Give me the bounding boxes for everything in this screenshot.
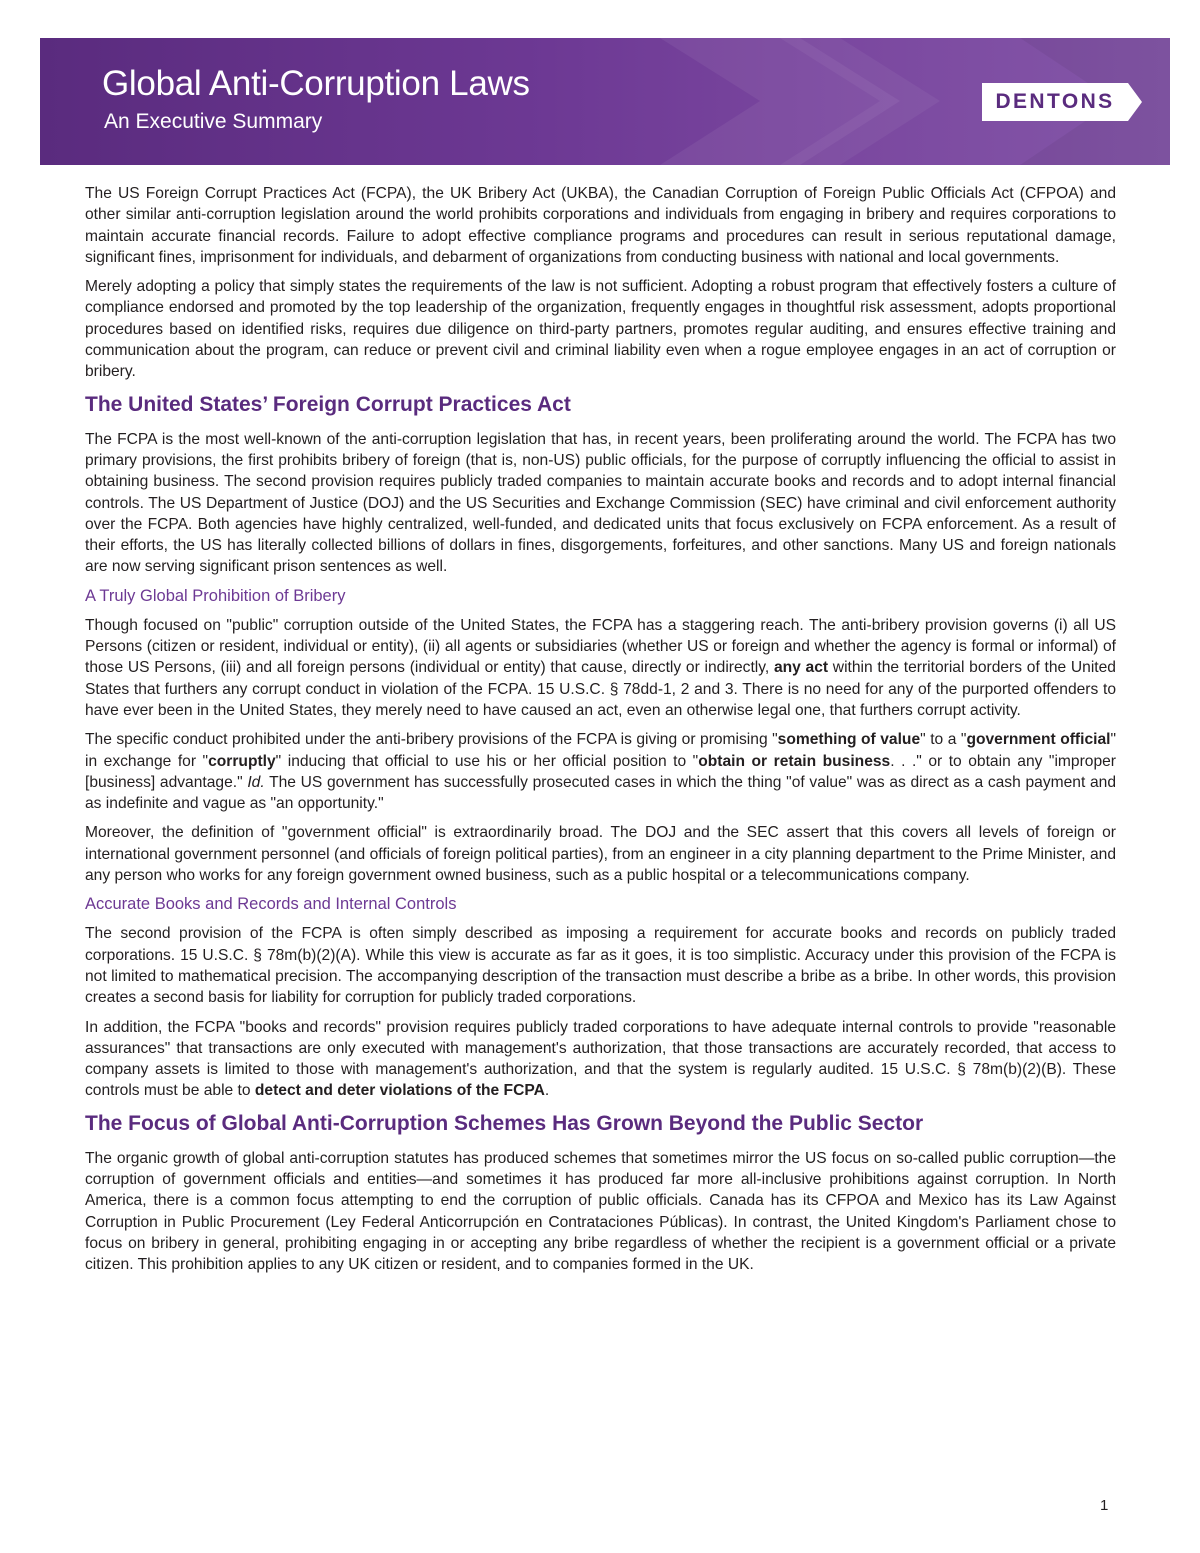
global-focus-paragraph-1: The organic growth of global anti-corruption statutes has produced schemes that sometimes mirror the US focus on so-called public corruption—the corruption of government officials and entities—and sometimes it has produced far more all-inclusive prohibitions against corruption. In North America, there is a common focus attempting to end the corruption of public officials. Canada has its CFPOA and Mexico has its Law Against Corruption in Public Procurement (Ley Federal Anticorrupción en Contrataciones Públicas). In contrast, the United Kingdom's Parliament chose to focus on bribery in general, prohibiting engaging in or accepting any bribe regardless of whether the recipient is a government official or a private citizen. This prohibition applies to any UK citizen or resident, and to companies formed in the UK. [85, 1149, 1116, 1274]
header-banner [40, 38, 1170, 165]
intro-paragraph-1: The US Foreign Corrupt Practices Act (FCPA), the UK Bribery Act (UKBA), the Canadian Corruption of Foreign Public Officials Act (CFPOA) and other similar anti-corruption legislation around the world prohibits corporations and individuals from engaging in bribery and requires corporations to maintain accurate financial records. Failure to adopt effective compliance programs and procedures can result in serious reputational damage, significant fines, imprisonment for individuals, and debarment of organizations from conducting business with national and local governments. [85, 185, 1116, 266]
section-heading-fcpa: The United States’ Foreign Corrupt Practices Act [85, 392, 571, 416]
subheading-global-prohibition: A Truly Global Prohibition of Bribery [85, 586, 346, 605]
emphasis-obtain-or-retain-business: obtain or retain business [698, 752, 891, 770]
document-subtitle: An Executive Summary [104, 110, 323, 133]
emphasis-corruptly: corruptly [208, 752, 276, 770]
global-prohibition-paragraph-2: The specific conduct prohibited under the anti-bribery provisions of the FCPA is giving or promising "something of value" to a "government official" in exchange for "corruptly" inducing that official to use his or her official position to "obtain or retain business. . ." or to obtain any "improper [business] advantage." Id. The US government has successfully prosecuted cases in which the thing "of value" was as direct as a cash payment and as indefinite and vague as "an opportunity." [85, 731, 1117, 813]
document-title: Global Anti-Corruption Laws [102, 64, 530, 103]
dentons-logo [982, 83, 1142, 121]
subheading-books-and-records: Accurate Books and Records and Internal Controls [85, 895, 457, 914]
global-prohibition-paragraph-1: Though focused on "public" corruption outside of the United States, the FCPA has a staggering reach. The anti-bribery provision governs (i) all US Persons (citizen or resident, individual or entity), (ii) all agents or subsidiaries (whether US or foreign and whether the agency is formal or informal) of those US Persons, (iii) and all foreign persons (individual or entity) that cause, directly or indirectly, any act within the territorial borders of the United States that furthers any corrupt conduct in violation of the FCPA. 15 U.S.C. § 78dd-1, 2 and 3. There is no need for any of the purported offenders to have ever been in the United States, they merely need to have caused an act, even an otherwise legal one, that furthers corrupt activity. [85, 616, 1116, 719]
emphasis-detect-and-deter: detect and deter violations of the FCPA [254, 1082, 545, 1100]
document-body [85, 183, 1116, 1283]
page-number: 1 [1100, 1497, 1109, 1514]
emphasis-any-act: any act [773, 659, 829, 677]
emphasis-government-official: government official [966, 731, 1111, 749]
books-records-paragraph-2: In addition, the FCPA "books and records" provision requires publicly traded corporations to have adequate internal controls to provide "reasonable assurances" that transactions are only executed with management's authorization, that those transactions are accurately recorded, that access to company assets is limited to those with management's authorization, and that the system is regularly audited. 15 U.S.C. § 78m(b)(2)(B). These controls must be able to detect and deter violations of the FCPA. [85, 1018, 1116, 1100]
citation-id: Id. [247, 773, 265, 791]
section-heading-global-focus: The Focus of Global Anti-Corruption Schemes Has Grown Beyond the Public Sector [85, 1111, 924, 1135]
books-records-paragraph-1: The second provision of the FCPA is often simply described as imposing a requirement for accurate books and records on publicly traded corporations. 15 U.S.C. § 78m(b)(2)(A). While this view is accurate as far as it goes, it is too simplistic. Accuracy under this provision of the FCPA is not limited to mathematical precision. The accompanying description of the transaction must describe a bribe as a bribe. In other words, this provision creates a second basis for liability for corruption for publicly traded corporations. [85, 925, 1116, 1007]
global-prohibition-paragraph-3: Moreover, the definition of "government official" is extraordinarily broad. The DOJ and the SEC assert that this covers all levels of foreign or international government personnel (and officials of foreign political parties), from an engineer in a city planning department to the Prime Minister, and any person who works for any foreign government owned business, such as a public hospital or a telecommunications company. [85, 824, 1116, 885]
intro-paragraph-2: Merely adopting a policy that simply states the requirements of the law is not sufficient. Adopting a robust program that effectively fosters a culture of compliance endorsed and promoted by the top leadership of the organization, frequently engages in thoughtful risk assessment, adopts proportional procedures based on identified risks, requires due diligence on third-party partners, promotes regular auditing, and ensures effective training and communication about the program, can reduce or prevent civil and criminal liability even when a rogue employee engages in an act of corruption or bribery. [85, 278, 1116, 381]
emphasis-something-of-value: something of value [777, 731, 921, 749]
logo-text: DENTONS [995, 90, 1115, 113]
fcpa-paragraph-1: The FCPA is the most well-known of the anti-corruption legislation that has, in recent years, been proliferating around the world. The FCPA has two primary provisions, the first prohibits bribery of foreign (that is, non-US) public officials, for the purpose of corruptly influencing the official to assist in obtaining business. The second provision requires publicly traded companies to maintain accurate books and records and to adopt internal financial controls. The US Department of Justice (DOJ) and the US Securities and Exchange Commission (SEC) have criminal and civil enforcement authority over the FCPA. Both agencies have highly centralized, well-funded, and dedicated units that focus exclusively on FCPA enforcement. As a result of their efforts, the US has literally collected billions of dollars in fines, disgorgements, forfeitures, and other sanctions. Many US and foreign nationals are now serving significant prison sentences as well. [85, 430, 1116, 576]
